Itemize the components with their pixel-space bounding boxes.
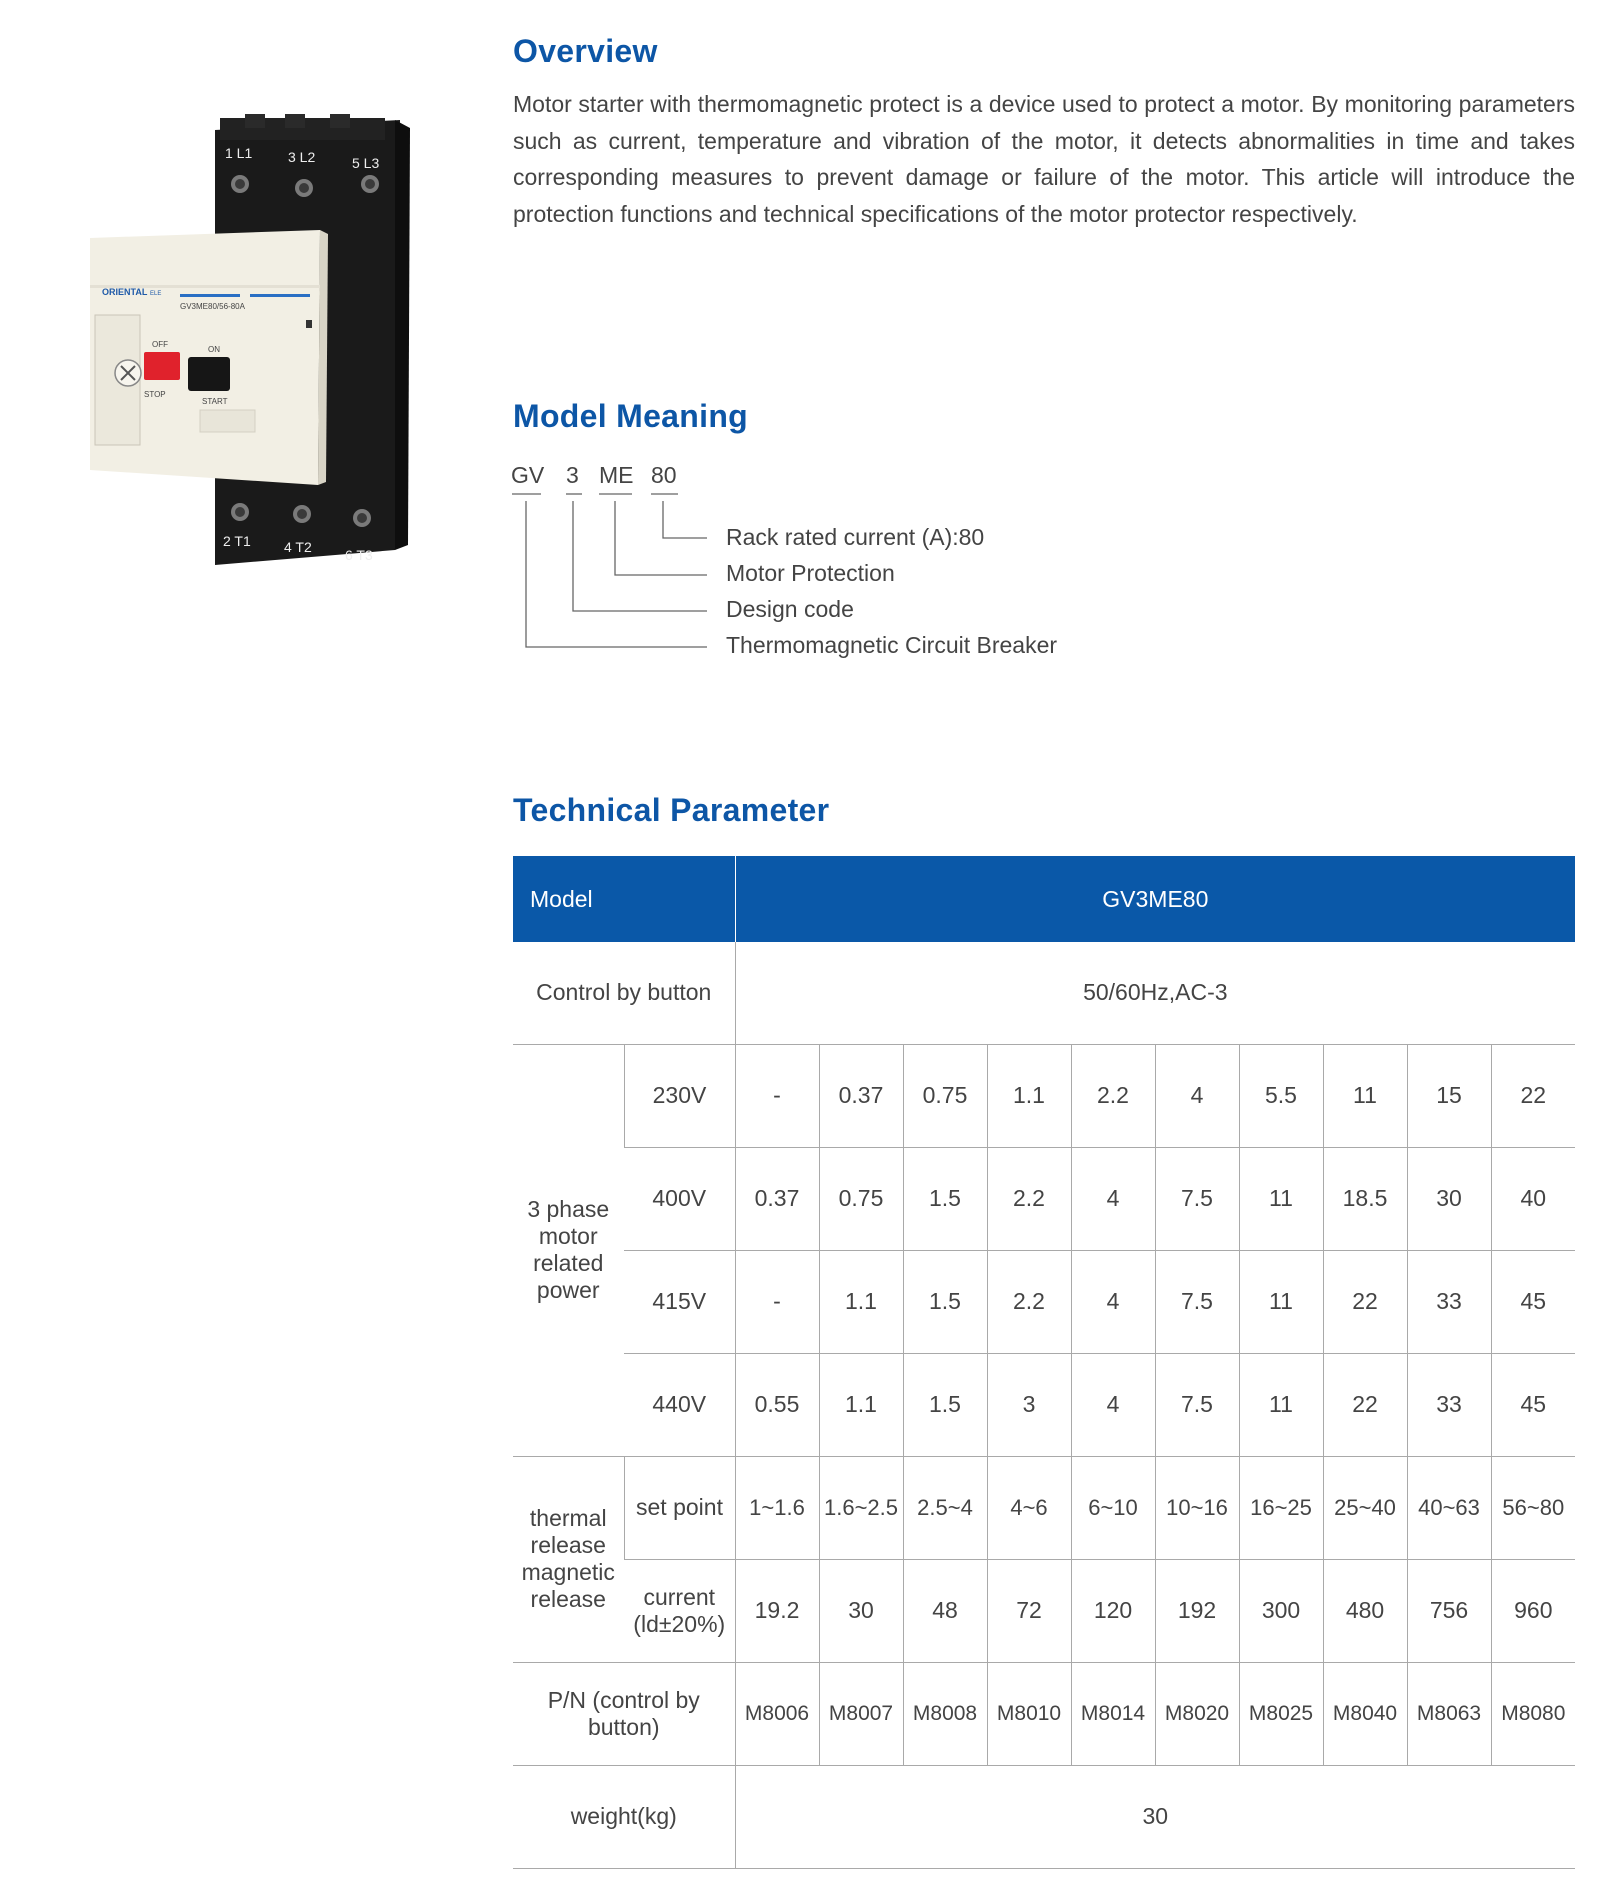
table-cell: 10~16 bbox=[1155, 1456, 1239, 1559]
table-cell: 4 bbox=[1155, 1044, 1239, 1147]
table-cell: 4 bbox=[1071, 1353, 1155, 1456]
table-cell: 2.2 bbox=[987, 1250, 1071, 1353]
table-cell: 6~10 bbox=[1071, 1456, 1155, 1559]
table-cell: 192 bbox=[1155, 1559, 1239, 1662]
table-cell: - bbox=[735, 1044, 819, 1147]
model-code-gv: GV bbox=[511, 462, 545, 488]
table-cell: 0.75 bbox=[819, 1147, 903, 1250]
overview-text: Motor starter with thermomagnetic protect is a device used to protect a motor. By monitoring parameters such as current, temperature and vibration of the motor, it detects abnormalities in time and takes corresponding measures to prevent damage or failure of the motor. This article will introduce the protection functions and technical specifications of the motor protector respectively. bbox=[513, 91, 1575, 227]
table-cell: 11 bbox=[1239, 1353, 1323, 1456]
table-cell: 300 bbox=[1239, 1559, 1323, 1662]
table-cell: 40~63 bbox=[1407, 1456, 1491, 1559]
terminal-label: 2 T1 bbox=[223, 533, 251, 549]
table-cell: 1.1 bbox=[987, 1044, 1071, 1147]
terminal-label: 6 T3 bbox=[345, 547, 373, 563]
table-cell: M8010 bbox=[987, 1662, 1071, 1765]
table-cell: 18.5 bbox=[1323, 1147, 1407, 1250]
table-cell: M8025 bbox=[1239, 1662, 1323, 1765]
table-cell: 2.5~4 bbox=[903, 1456, 987, 1559]
table-cell: 2.2 bbox=[987, 1147, 1071, 1250]
table-cell: 7.5 bbox=[1155, 1250, 1239, 1353]
model-meaning-title: Model Meaning bbox=[513, 398, 749, 434]
terminal-label: 4 T2 bbox=[284, 539, 312, 555]
start-label: START bbox=[202, 397, 228, 406]
table-cell: 22 bbox=[1323, 1250, 1407, 1353]
terminal-label: 5 L3 bbox=[352, 155, 380, 171]
table-cell: 1.5 bbox=[903, 1250, 987, 1353]
table-cell: M8006 bbox=[735, 1662, 819, 1765]
table-cell: 4~6 bbox=[987, 1456, 1071, 1559]
model-header: Model bbox=[513, 856, 735, 942]
model-code-80: 80 bbox=[651, 462, 677, 488]
technical-title: Technical Parameter bbox=[513, 792, 830, 828]
table-row bbox=[513, 1250, 1575, 1353]
model-label-circuit-breaker: Thermomagnetic Circuit Breaker bbox=[726, 632, 1058, 658]
table-cell: 7.5 bbox=[1155, 1353, 1239, 1456]
table-cell: 1.1 bbox=[819, 1353, 903, 1456]
table-cell: 756 bbox=[1407, 1559, 1491, 1662]
terminal-label: 1 L1 bbox=[225, 145, 253, 161]
device-model-label: GV3ME80/56-80A bbox=[180, 302, 245, 311]
table-cell: 1~1.6 bbox=[735, 1456, 819, 1559]
motor-group-label: 3 phase motor related power bbox=[513, 1044, 624, 1456]
set-point-label: set point bbox=[624, 1456, 735, 1559]
control-label: Control by button bbox=[513, 942, 735, 1044]
table-cell: 40 bbox=[1491, 1147, 1575, 1250]
table-cell: 15 bbox=[1407, 1044, 1491, 1147]
table-row bbox=[513, 1456, 1575, 1559]
model-value: GV3ME80 bbox=[735, 856, 1575, 942]
table-cell: M8007 bbox=[819, 1662, 903, 1765]
table-cell: 11 bbox=[1239, 1147, 1323, 1250]
table-cell: 2.2 bbox=[1071, 1044, 1155, 1147]
table-cell: 120 bbox=[1071, 1559, 1155, 1662]
model-label-rated-current: Rack rated current (A):80 bbox=[726, 524, 985, 550]
off-label: OFF bbox=[152, 340, 168, 349]
table-cell: 7.5 bbox=[1155, 1147, 1239, 1250]
table-cell: - bbox=[735, 1250, 819, 1353]
table-cell: 480 bbox=[1323, 1559, 1407, 1662]
table-cell: M8040 bbox=[1323, 1662, 1407, 1765]
current-label: current (ld±20%) bbox=[624, 1559, 735, 1662]
table-cell: 30 bbox=[819, 1559, 903, 1662]
technical-table bbox=[513, 856, 1575, 1869]
table-cell: 25~40 bbox=[1323, 1456, 1407, 1559]
voltage-label: 440V bbox=[624, 1353, 735, 1456]
table-cell: 22 bbox=[1491, 1044, 1575, 1147]
table-row bbox=[513, 1353, 1575, 1456]
table-header-row bbox=[513, 856, 1575, 942]
release-group-label: thermal release magnetic release bbox=[513, 1456, 624, 1662]
table-cell: 0.37 bbox=[735, 1147, 819, 1250]
voltage-label: 400V bbox=[624, 1147, 735, 1250]
table-cell: M8008 bbox=[903, 1662, 987, 1765]
table-cell: 0.37 bbox=[819, 1044, 903, 1147]
model-code-me: ME bbox=[599, 462, 634, 488]
table-cell: 5.5 bbox=[1239, 1044, 1323, 1147]
control-value: 50/60Hz,AC-3 bbox=[735, 942, 1575, 1044]
table-cell: 33 bbox=[1407, 1250, 1491, 1353]
table-cell: 45 bbox=[1491, 1250, 1575, 1353]
on-label: ON bbox=[208, 345, 220, 354]
voltage-label: 230V bbox=[624, 1044, 735, 1147]
table-row bbox=[513, 942, 1575, 1044]
table-cell: 30 bbox=[1407, 1147, 1491, 1250]
table-cell: 72 bbox=[987, 1559, 1071, 1662]
brand-logo: ORIENTAL bbox=[102, 287, 148, 297]
table-cell: 0.55 bbox=[735, 1353, 819, 1456]
brand-suffix: ELE bbox=[150, 291, 162, 297]
table-cell: M8020 bbox=[1155, 1662, 1239, 1765]
model-code-3: 3 bbox=[566, 462, 579, 488]
table-cell: 3 bbox=[987, 1353, 1071, 1456]
table-row bbox=[513, 1765, 1575, 1868]
table-cell: 19.2 bbox=[735, 1559, 819, 1662]
table-cell: 1.5 bbox=[903, 1147, 987, 1250]
table-cell: M8080 bbox=[1491, 1662, 1575, 1765]
table-cell: 56~80 bbox=[1491, 1456, 1575, 1559]
table-cell: 11 bbox=[1323, 1044, 1407, 1147]
table-cell: 16~25 bbox=[1239, 1456, 1323, 1559]
table-cell: 1.6~2.5 bbox=[819, 1456, 903, 1559]
table-row bbox=[513, 1559, 1575, 1662]
weight-label: weight(kg) bbox=[513, 1765, 735, 1868]
weight-value: 30 bbox=[735, 1765, 1575, 1868]
table-cell: 33 bbox=[1407, 1353, 1491, 1456]
table-row bbox=[513, 1662, 1575, 1765]
table-cell: 4 bbox=[1071, 1250, 1155, 1353]
table-cell: 48 bbox=[903, 1559, 987, 1662]
table-cell: 4 bbox=[1071, 1147, 1155, 1250]
table-cell: 11 bbox=[1239, 1250, 1323, 1353]
table-cell: 1.1 bbox=[819, 1250, 903, 1353]
table-cell: M8014 bbox=[1071, 1662, 1155, 1765]
overview-title: Overview bbox=[513, 33, 658, 69]
table-row bbox=[513, 1147, 1575, 1250]
table-cell: 22 bbox=[1323, 1353, 1407, 1456]
table-row bbox=[513, 1044, 1575, 1147]
table-cell: 1.5 bbox=[903, 1353, 987, 1456]
stop-label: STOP bbox=[144, 390, 166, 399]
table-cell: 960 bbox=[1491, 1559, 1575, 1662]
model-label-motor-protection: Motor Protection bbox=[726, 560, 895, 586]
voltage-label: 415V bbox=[624, 1250, 735, 1353]
table-cell: 0.75 bbox=[903, 1044, 987, 1147]
model-meaning-connectors bbox=[0, 0, 1600, 700]
table-cell: M8063 bbox=[1407, 1662, 1491, 1765]
terminal-label: 3 L2 bbox=[288, 149, 316, 165]
table-cell: 45 bbox=[1491, 1353, 1575, 1456]
model-label-design-code: Design code bbox=[726, 596, 854, 622]
pn-label: P/N (control by button) bbox=[513, 1662, 735, 1765]
